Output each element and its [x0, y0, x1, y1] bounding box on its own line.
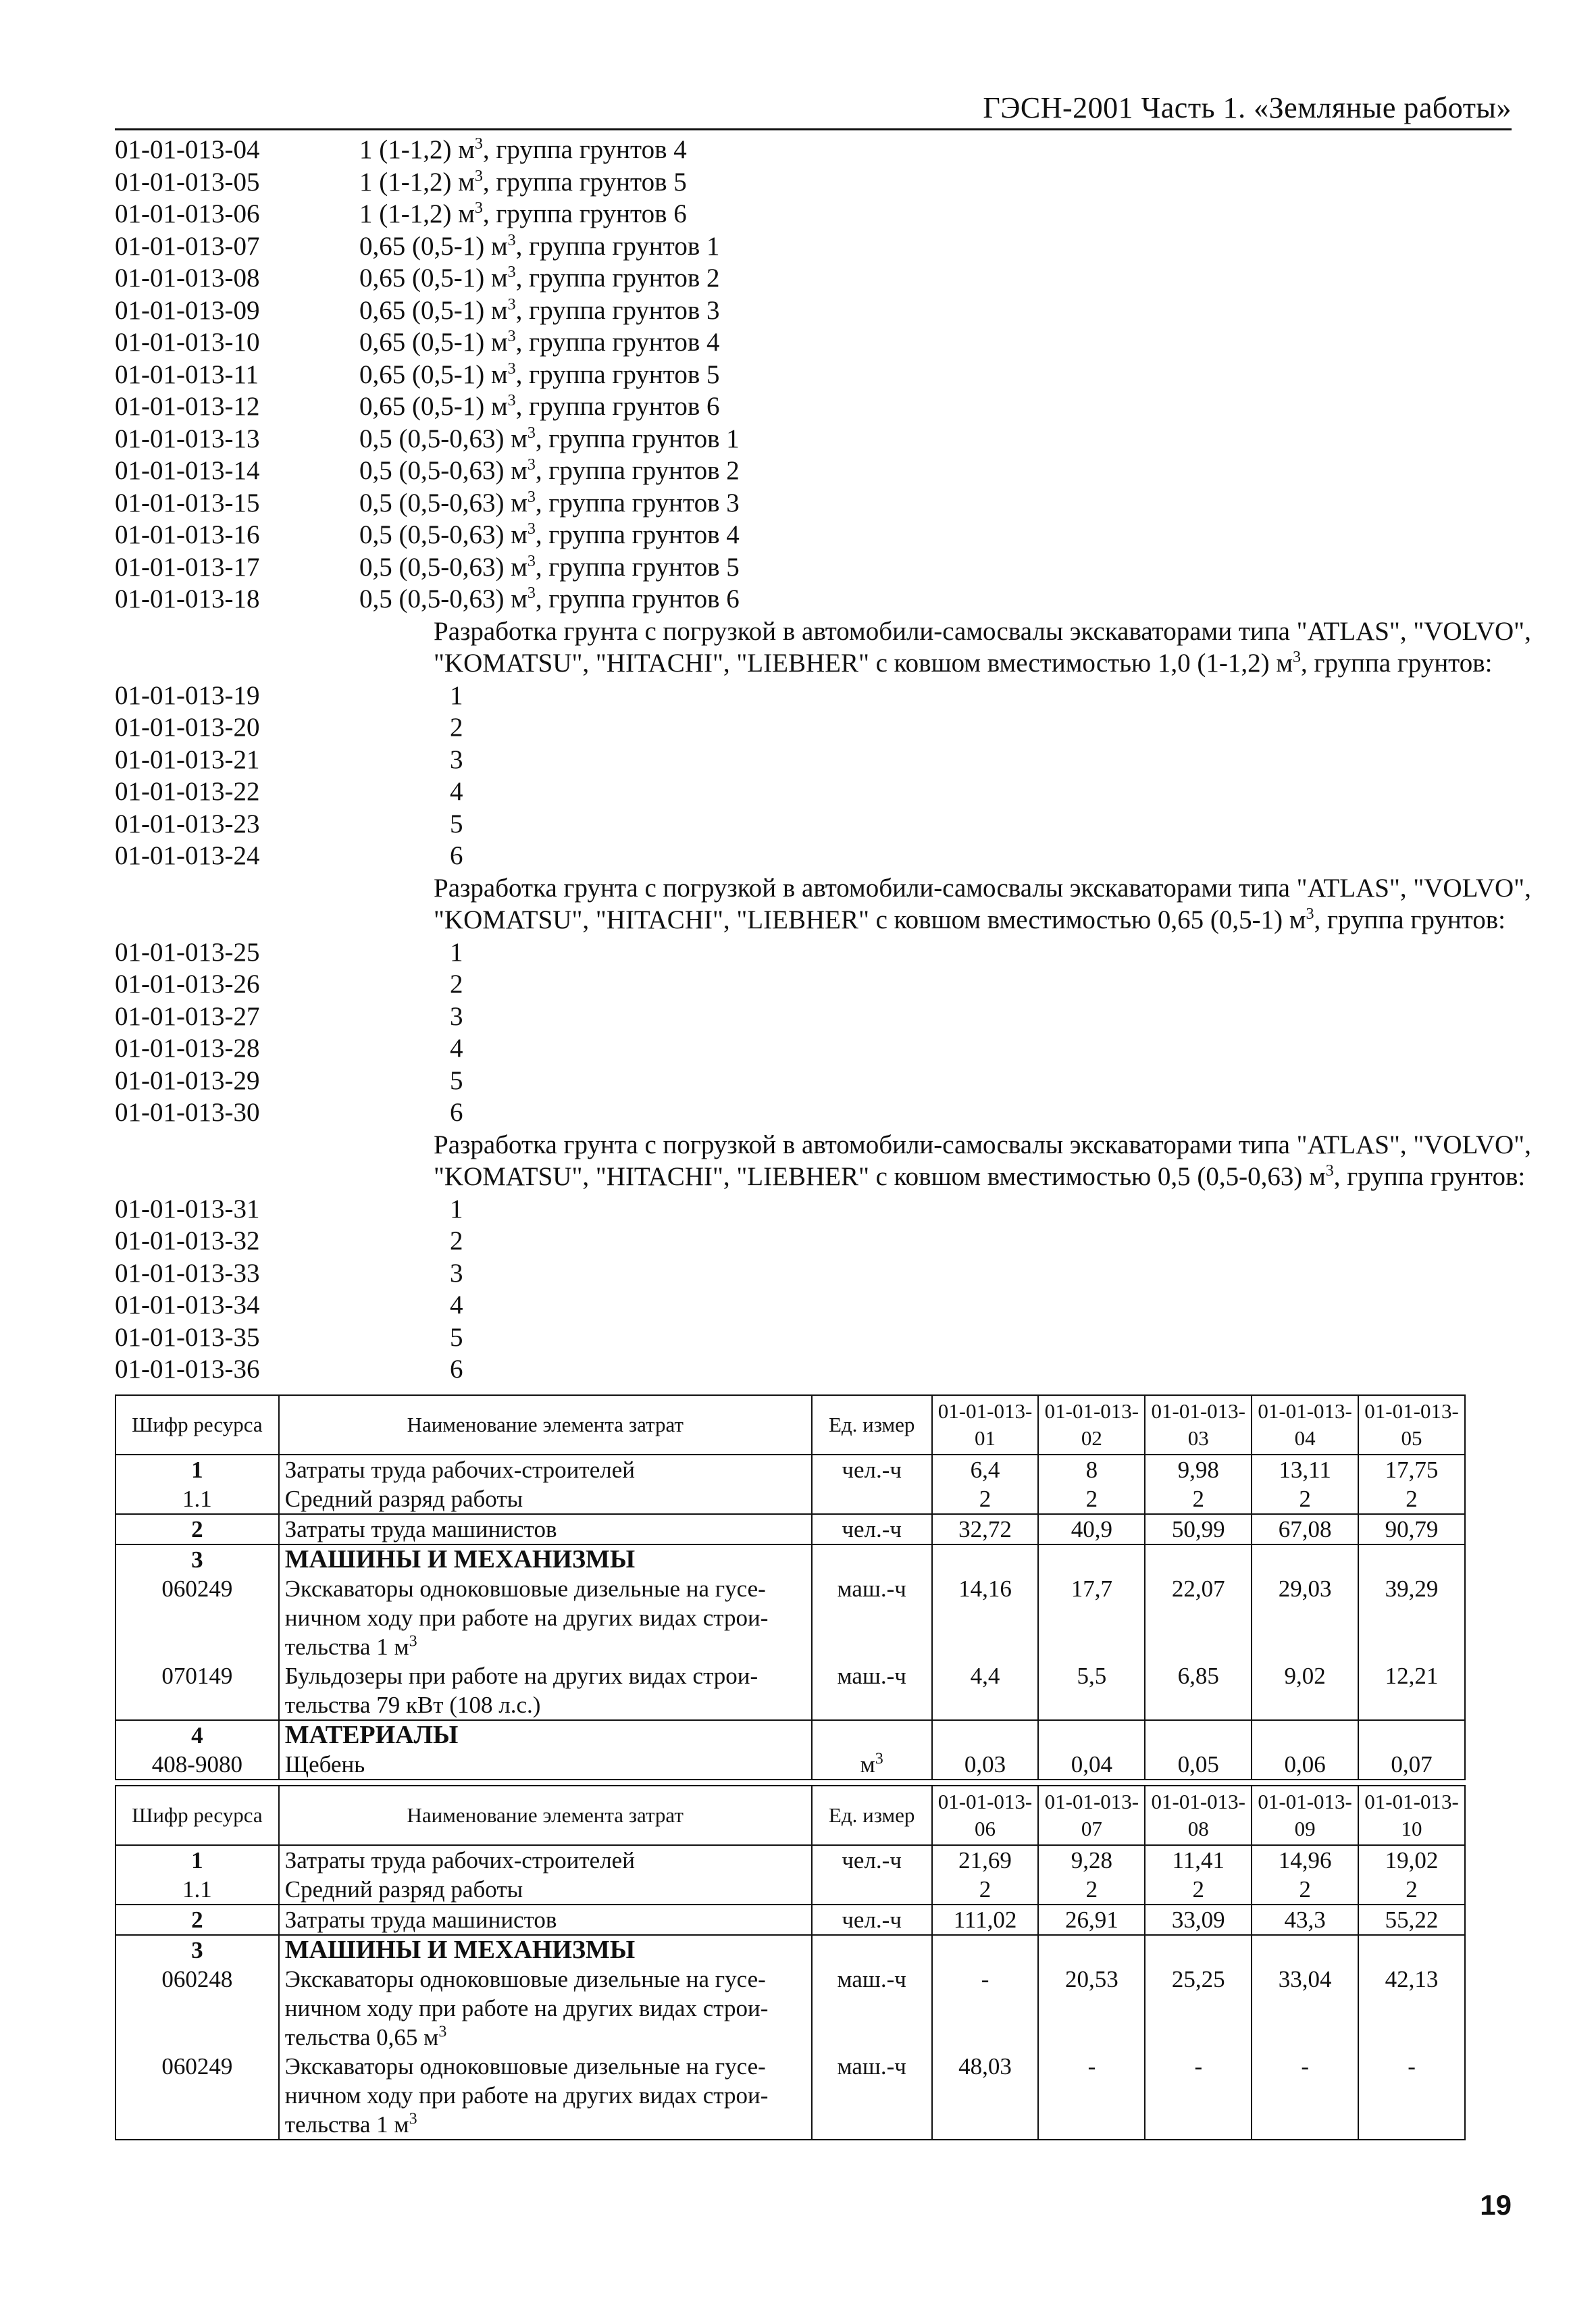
resource-unit: маш.-ч [812, 2052, 932, 2140]
code: 01-01-013-05 [115, 167, 260, 197]
value: 6,4 [932, 1455, 1039, 1484]
resource-name-line: Экскаваторы одноковшовые дизельные на гусе- [284, 1576, 766, 1602]
code: 01-01-013-18 [115, 584, 260, 613]
table-row [115, 1905, 1465, 1935]
col-header-norm: 01-01-013-06 [932, 1786, 1039, 1845]
code: 01-01-013-28 [115, 1034, 260, 1063]
code: 01-01-013-23 [115, 809, 260, 838]
value: 50,99 [1145, 1514, 1252, 1544]
resource-name-line: тельства 79 кВт (108 л.с.) [284, 1692, 541, 1718]
resource-unit [812, 1875, 932, 1905]
resource-name-line: ничном ходу при работе на других видах строи- [284, 2082, 769, 2109]
code: 01-01-013-14 [115, 456, 260, 485]
code: 01-01-013-13 [115, 424, 260, 453]
code: 01-01-013-29 [115, 1065, 260, 1095]
resource-name: Средний разряд работы [279, 1875, 812, 1905]
code-row [115, 134, 1513, 166]
code-row [115, 1353, 1513, 1386]
col-header-unit: Ед. измер [812, 1786, 932, 1845]
soil-group: 3 [450, 1258, 463, 1288]
section-code: 3 [115, 1544, 279, 1574]
col-header-name: Наименование элемента затрат [279, 1786, 812, 1845]
value: 42,13 [1358, 1965, 1465, 2052]
resource-unit: $м^3$ [812, 1750, 932, 1780]
value: 39,29 [1358, 1574, 1465, 1661]
resource-code: 2 [115, 1514, 279, 1544]
code: 01-01-013-07 [115, 231, 260, 261]
value: 111,02 [932, 1905, 1039, 1935]
value: 8 [1038, 1455, 1145, 1484]
code-row [115, 1001, 1513, 1033]
value: 90,79 [1358, 1514, 1465, 1544]
code: 01-01-013-09 [115, 295, 260, 325]
table-row [115, 2052, 1465, 2140]
code: 01-01-013-15 [115, 488, 260, 518]
table-row [115, 1574, 1465, 1661]
code-row [115, 262, 1513, 295]
col-header-code: Шифр ресурса [115, 1395, 279, 1455]
resource-name-line: ничном ходу при работе на других видах строи- [284, 1995, 769, 2021]
description: 0,65 (0,5-1) $м^3$, группа грунтов 3 [359, 295, 720, 325]
value: 2 [932, 1875, 1039, 1905]
col-header-norm: 01-01-013-03 [1145, 1395, 1252, 1455]
value: - [1358, 2052, 1465, 2140]
code-row [115, 1032, 1513, 1065]
value: 9,02 [1252, 1661, 1358, 1720]
code-row [115, 840, 1513, 872]
value: 21,69 [932, 1845, 1039, 1875]
value: 33,04 [1252, 1965, 1358, 2052]
description: 1 (1-1,2) $м^3$, группа грунтов 6 [359, 199, 687, 228]
group-heading [115, 872, 1531, 936]
col-header-norm: 01-01-013-09 [1252, 1786, 1358, 1845]
col-header-name: Наименование элемента затрат [279, 1395, 812, 1455]
code-row [115, 776, 1513, 808]
page-number: 19 [1480, 2189, 1512, 2221]
section-title: МАТЕРИАЛЫ [279, 1720, 812, 1750]
value: 4,4 [932, 1661, 1039, 1720]
group-heading-line: Разработка грунта с погрузкой в автомобили-самосвалы экскаваторами типа "ATLAS", "VOLVO", [434, 616, 1531, 646]
soil-group: 6 [450, 1355, 463, 1384]
code: 01-01-013-25 [115, 937, 260, 967]
value: 2 [1038, 1875, 1145, 1905]
value: 0,03 [932, 1750, 1039, 1780]
group-heading-line: "KOMATSU", "HITACHI", "LIEBHER" с ковшом вместимостью 0,65 (0,5-1) $м^3$, группа грунтов: [434, 905, 1505, 934]
col-header-norm: 01-01-013-01 [932, 1395, 1039, 1455]
code-row [115, 744, 1513, 776]
code: 01-01-013-06 [115, 199, 260, 228]
soil-group: 3 [450, 1001, 463, 1031]
resource-name: Средний разряд работы [279, 1484, 812, 1514]
code-row [115, 295, 1513, 327]
resource-name: Затраты труда машинистов [279, 1905, 812, 1935]
value: - [1038, 2052, 1145, 2140]
value: 29,03 [1252, 1574, 1358, 1661]
soil-group: 5 [450, 809, 463, 838]
value: 22,07 [1145, 1574, 1252, 1661]
resource-unit: чел.-ч [812, 1514, 932, 1544]
value: 0,04 [1038, 1750, 1145, 1780]
soil-group: 5 [450, 1322, 463, 1352]
code-row [115, 423, 1513, 455]
soil-group: 1 [450, 937, 463, 967]
code-row [115, 230, 1513, 263]
group-heading-line: Разработка грунта с погрузкой в автомобили-самосвалы экскаваторами типа "ATLAS", "VOLVO", [434, 1130, 1531, 1159]
code: 01-01-013-08 [115, 263, 260, 293]
resource-code: 408-9080 [115, 1750, 279, 1780]
code-row [115, 1322, 1513, 1354]
section-row [115, 1544, 1465, 1574]
table-row [115, 1845, 1465, 1875]
value: 20,53 [1038, 1965, 1145, 2052]
code: 01-01-013-19 [115, 680, 260, 710]
resource-name: Затраты труда машинистов [279, 1514, 812, 1544]
value: 26,91 [1038, 1905, 1145, 1935]
code: 01-01-013-17 [115, 552, 260, 582]
resource-code: 2 [115, 1905, 279, 1935]
section-title: МАШИНЫ И МЕХАНИЗМЫ [279, 1544, 812, 1574]
resource-name [279, 1965, 812, 2052]
code: 01-01-013-16 [115, 520, 260, 549]
section-title: МАШИНЫ И МЕХАНИЗМЫ [279, 1935, 812, 1965]
description: 0,65 (0,5-1) $м^3$, группа грунтов 4 [359, 328, 720, 357]
section-row [115, 1935, 1465, 1965]
resource-name-line: ничном ходу при работе на других видах строи- [284, 1605, 769, 1631]
section-code: 4 [115, 1720, 279, 1750]
value: 55,22 [1358, 1905, 1465, 1935]
code-row [115, 1225, 1513, 1257]
resource-unit: чел.-ч [812, 1455, 932, 1484]
value: 0,06 [1252, 1750, 1358, 1780]
resource-unit: чел.-ч [812, 1905, 932, 1935]
value: 11,41 [1145, 1845, 1252, 1875]
group-heading [115, 1129, 1531, 1193]
code: 01-01-013-31 [115, 1194, 260, 1224]
value: 12,21 [1358, 1661, 1465, 1720]
table-row [115, 1661, 1465, 1720]
table-row [115, 1750, 1465, 1780]
resource-unit: маш.-ч [812, 1661, 932, 1720]
resource-name [279, 2052, 812, 2140]
code: 01-01-013-36 [115, 1355, 260, 1384]
col-header-norm: 01-01-013-04 [1252, 1395, 1358, 1455]
table-row [115, 1514, 1465, 1544]
code: 01-01-013-10 [115, 328, 260, 357]
value: 2 [1252, 1875, 1358, 1905]
description: 0,65 (0,5-1) $м^3$, группа грунтов 2 [359, 263, 720, 293]
resource-name-line: тельства 0,65 $м^3$ [284, 2023, 447, 2051]
code-row [115, 711, 1513, 744]
code-row [115, 808, 1513, 840]
value: 25,25 [1145, 1965, 1252, 2052]
code-row [115, 1097, 1513, 1129]
value: - [1252, 2052, 1358, 2140]
resource-unit: маш.-ч [812, 1965, 932, 2052]
table-row [115, 1965, 1465, 2052]
code-row [115, 968, 1513, 1001]
resource-name [279, 1574, 812, 1661]
value: 6,85 [1145, 1661, 1252, 1720]
table-header-row [115, 1786, 1465, 1845]
group-heading-line: "KOMATSU", "HITACHI", "LIEBHER" с ковшом вместимостью 0,5 (0,5-0,63) $м^3$, группа грунтов: [434, 1162, 1526, 1191]
value: 19,02 [1358, 1845, 1465, 1875]
soil-group: 2 [450, 1226, 463, 1255]
value: 2 [1145, 1484, 1252, 1514]
code: 01-01-013-27 [115, 1001, 260, 1031]
value: 2 [1145, 1875, 1252, 1905]
resource-code: 060249 [115, 2052, 279, 2140]
resource-name: Щебень [279, 1750, 812, 1780]
code: 01-01-013-35 [115, 1322, 260, 1352]
description: 0,65 (0,5-1) $м^3$, группа грунтов 5 [359, 359, 720, 389]
description: 0,5 (0,5-0,63) $м^3$, группа грунтов 6 [359, 584, 740, 613]
code-row [115, 455, 1513, 487]
value: 2 [1252, 1484, 1358, 1514]
value: 2 [1358, 1484, 1465, 1514]
header-title: ГЭСН-2001 Часть 1. «Земляные работы» [983, 91, 1512, 124]
col-header-norm: 01-01-013-10 [1358, 1786, 1465, 1845]
code-row [115, 519, 1513, 551]
value: 2 [1038, 1484, 1145, 1514]
code: 01-01-013-24 [115, 841, 260, 870]
description: 0,5 (0,5-0,63) $м^3$, группа грунтов 5 [359, 552, 740, 582]
code-row [115, 487, 1513, 520]
value: 9,98 [1145, 1455, 1252, 1484]
code: 01-01-013-32 [115, 1226, 260, 1255]
resource-table-2 [115, 1785, 1466, 2140]
soil-group: 2 [450, 970, 463, 999]
table-header-row [115, 1395, 1465, 1455]
value: 17,75 [1358, 1455, 1465, 1484]
resource-unit [812, 1484, 932, 1514]
resource-name: Затраты труда рабочих-строителей [279, 1455, 812, 1484]
value: 14,96 [1252, 1845, 1358, 1875]
col-header-code: Шифр ресурса [115, 1786, 279, 1845]
code-row [115, 680, 1513, 712]
code: 01-01-013-30 [115, 1098, 260, 1127]
description: 0,65 (0,5-1) $м^3$, группа грунтов 6 [359, 392, 720, 421]
code-row [115, 1257, 1513, 1290]
soil-group: 6 [450, 1098, 463, 1127]
col-header-norm: 01-01-013-07 [1038, 1786, 1145, 1845]
resource-code: 1.1 [115, 1875, 279, 1905]
value: 33,09 [1145, 1905, 1252, 1935]
code: 01-01-013-22 [115, 777, 260, 806]
resource-name-line: Экскаваторы одноковшовые дизельные на гусе- [284, 1966, 766, 1992]
resource-code: 070149 [115, 1661, 279, 1720]
code-row [115, 1065, 1513, 1097]
table-row [115, 1455, 1465, 1484]
description: 0,5 (0,5-0,63) $м^3$, группа грунтов 3 [359, 488, 740, 518]
value: 17,7 [1038, 1574, 1145, 1661]
resource-name [279, 1661, 812, 1720]
code: 01-01-013-26 [115, 970, 260, 999]
value: 9,28 [1038, 1845, 1145, 1875]
code: 01-01-013-34 [115, 1290, 260, 1319]
code-row [115, 326, 1513, 359]
resource-name-line: Бульдозеры при работе на других видах строи- [284, 1663, 758, 1689]
value: - [932, 1965, 1039, 2052]
description: 0,5 (0,5-0,63) $м^3$, группа грунтов 4 [359, 520, 740, 549]
resource-table-1 [115, 1394, 1466, 1780]
value: 32,72 [932, 1514, 1039, 1544]
resource-code: 1.1 [115, 1484, 279, 1514]
resource-unit: маш.-ч [812, 1574, 932, 1661]
soil-group: 4 [450, 1290, 463, 1319]
value: 13,11 [1252, 1455, 1358, 1484]
value: 2 [1358, 1875, 1465, 1905]
value: 14,16 [932, 1574, 1039, 1661]
soil-group: 1 [450, 680, 463, 710]
table-row [115, 1875, 1465, 1905]
group-heading [115, 615, 1531, 680]
soil-group: 4 [450, 1034, 463, 1063]
group-heading-line: "KOMATSU", "HITACHI", "LIEBHER" с ковшом вместимостью 1,0 (1-1,2) $м^3$, группа грунтов: [434, 649, 1493, 678]
col-header-unit: Ед. измер [812, 1395, 932, 1455]
code: 01-01-013-11 [115, 359, 259, 389]
description: 1 (1-1,2) $м^3$, группа грунтов 5 [359, 167, 687, 197]
group-heading-line: Разработка грунта с погрузкой в автомобили-самосвалы экскаваторами типа "ATLAS", "VOLVO", [434, 873, 1531, 903]
resource-name-line: тельства 1 $м^3$ [284, 1632, 417, 1660]
col-header-norm: 01-01-013-08 [1145, 1786, 1252, 1845]
code-row [115, 391, 1513, 423]
soil-group: 5 [450, 1065, 463, 1095]
code: 01-01-013-04 [115, 135, 260, 164]
resource-code: 1 [115, 1845, 279, 1875]
value: 5,5 [1038, 1661, 1145, 1720]
soil-group: 2 [450, 713, 463, 742]
resource-code: 060249 [115, 1574, 279, 1661]
soil-group: 3 [450, 745, 463, 774]
resource-code: 060248 [115, 1965, 279, 2052]
value: 48,03 [932, 2052, 1039, 2140]
section-row [115, 1720, 1465, 1750]
value: 2 [932, 1484, 1039, 1514]
resource-name-line: Экскаваторы одноковшовые дизельные на гусе- [284, 2053, 766, 2080]
value: 43,3 [1252, 1905, 1358, 1935]
code-row [115, 1193, 1513, 1226]
soil-group: 4 [450, 777, 463, 806]
soil-group: 1 [450, 1194, 463, 1224]
page-header [115, 86, 1512, 130]
value: - [1145, 2052, 1252, 2140]
table-row [115, 1484, 1465, 1514]
code: 01-01-013-20 [115, 713, 260, 742]
code-row [115, 551, 1513, 584]
col-header-norm: 01-01-013-02 [1038, 1395, 1145, 1455]
value: 0,05 [1145, 1750, 1252, 1780]
code-row [115, 166, 1513, 199]
code-row [115, 198, 1513, 230]
code: 01-01-013-21 [115, 745, 260, 774]
value: 40,9 [1038, 1514, 1145, 1544]
code: 01-01-013-12 [115, 392, 260, 421]
description: 0,65 (0,5-1) $м^3$, группа грунтов 1 [359, 231, 720, 261]
resource-name-line: тельства 1 $м^3$ [284, 2110, 417, 2138]
resource-name: Затраты труда рабочих-строителей [279, 1845, 812, 1875]
code-row [115, 359, 1513, 391]
description: 1 (1-1,2) $м^3$, группа грунтов 4 [359, 135, 687, 164]
value: 0,07 [1358, 1750, 1465, 1780]
code-row [115, 1289, 1513, 1322]
code-row [115, 936, 1513, 969]
code-row [115, 583, 1513, 615]
resource-code: 1 [115, 1455, 279, 1484]
section-code: 3 [115, 1935, 279, 1965]
resource-unit: чел.-ч [812, 1845, 932, 1875]
value: 67,08 [1252, 1514, 1358, 1544]
description: 0,5 (0,5-0,63) $м^3$, группа грунтов 2 [359, 456, 740, 485]
code-list [115, 134, 1531, 1386]
col-header-norm: 01-01-013-05 [1358, 1395, 1465, 1455]
description: 0,5 (0,5-0,63) $м^3$, группа грунтов 1 [359, 424, 740, 453]
code: 01-01-013-33 [115, 1258, 260, 1288]
soil-group: 6 [450, 841, 463, 870]
